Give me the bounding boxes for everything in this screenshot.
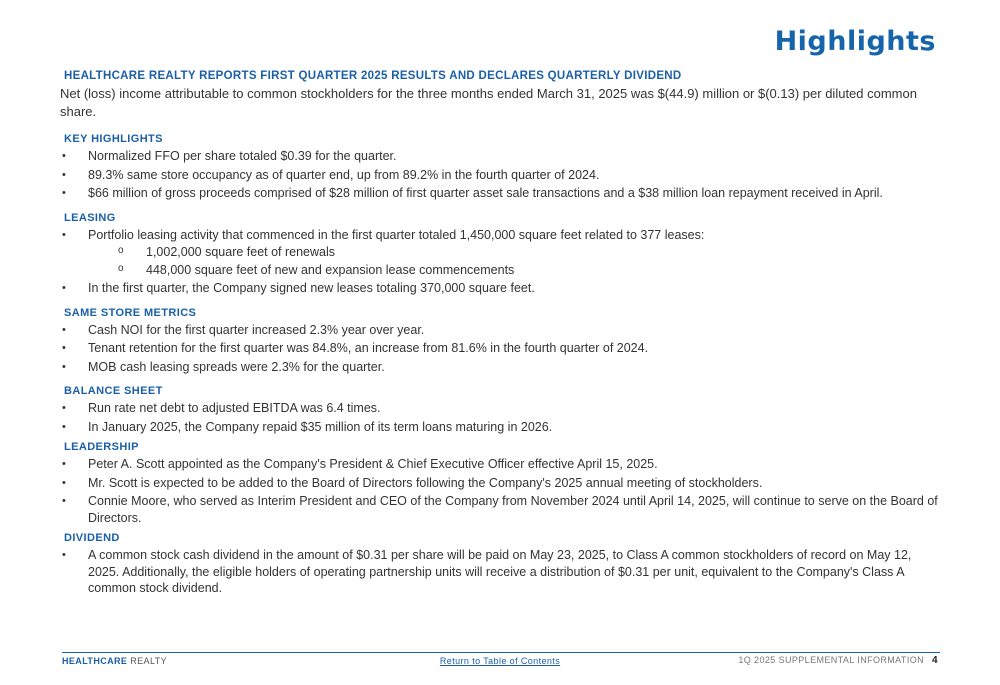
- list-item: • Connie Moore, who served as Interim President and CEO of the Company from November 2024 until April 14, 2025, will continue to serve on the Board of Directors.: [62, 493, 940, 526]
- list-item: • MOB cash leasing spreads were 2.3% for the quarter.: [62, 359, 940, 376]
- list-item: • $66 million of gross proceeds comprised of $28 million of first quarter asset sale transactions and a $38 million loan repayment received in April.: [62, 185, 940, 202]
- list-item: • Normalized FFO per share totaled $0.39 for the quarter.: [62, 148, 940, 165]
- dividend-list: [62, 547, 940, 597]
- footer-doc-info: [646, 655, 938, 666]
- list-item: • 89.3% same store occupancy as of quarter end, up from 89.2% in the fourth quarter of 2024.: [62, 167, 940, 184]
- list-item: • Tenant retention for the first quarter was 84.8%, an increase from 81.6% in the fourth quarter of 2024.: [62, 340, 940, 357]
- same-store-list: [62, 322, 940, 376]
- key-highlights-list: [62, 148, 940, 202]
- balance-sheet-list: [62, 400, 940, 435]
- sub-list-item: o 448,000 square feet of new and expansion lease commencements: [88, 262, 940, 279]
- page-footer: [62, 655, 938, 666]
- same-store-heading: SAME STORE METRICS: [64, 306, 197, 319]
- page-number: 4: [932, 655, 938, 666]
- list-item: • Mr. Scott is expected to be added to the Board of Directors following the Company's 2025 annual meeting of stockholders.: [62, 475, 940, 492]
- footer-brand: [62, 656, 354, 666]
- list-item: • Peter A. Scott appointed as the Company's President & Chief Executive Officer effective April 15, 2025.: [62, 456, 940, 473]
- leadership-list: [62, 456, 940, 526]
- list-item: [62, 227, 940, 279]
- intro-paragraph: Net (loss) income attributable to common stockholders for the three months ended March 31, 2025 was $(44.9) million or $(0.13) per diluted common share.: [60, 86, 917, 119]
- list-item-text: Portfolio leasing activity that commenced in the first quarter totaled 1,450,000 square feet related to 377 leases:: [88, 227, 705, 242]
- return-to-toc-link[interactable]: Return to Table of Contents: [439, 655, 561, 666]
- list-item: • A common stock cash dividend in the amount of $0.31 per share will be paid on May 23, 2025, to Class A common stockholders of record on May 12, 2025. Additionally, the eligible holders of operating partnership units will receive a distribution of $0.31 per unit, equivalent to the Company's Class A common stock dividend.: [62, 547, 940, 597]
- list-item: • Cash NOI for the first quarter increased 2.3% year over year.: [62, 322, 940, 339]
- leasing-list: [62, 227, 940, 297]
- footer-divider: [62, 652, 940, 653]
- dividend-heading: DIVIDEND: [64, 532, 120, 544]
- page-title: Highlights: [774, 26, 936, 57]
- list-item: • Run rate net debt to adjusted EBITDA was 6.4 times.: [62, 400, 940, 417]
- footer-brand-bold: HEALTHCARE: [62, 655, 128, 666]
- press-headline: HEALTHCARE REALTY REPORTS FIRST QUARTER 2025 RESULTS AND DECLARES QUARTERLY DIVIDEND: [64, 70, 682, 82]
- key-highlights-heading: KEY HIGHLIGHTS: [64, 133, 163, 145]
- leasing-sub-list: [88, 244, 940, 278]
- footer-brand-regular: REALTY: [127, 655, 167, 666]
- list-item: • In the first quarter, the Company signed new leases totaling 370,000 square feet.: [62, 280, 940, 297]
- sub-list-item: o 1,002,000 square feet of renewals: [88, 244, 940, 261]
- leadership-heading: LEADERSHIP: [64, 441, 139, 453]
- list-item: • In January 2025, the Company repaid $35 million of its term loans maturing in 2026.: [62, 419, 940, 436]
- leasing-heading: LEASING: [64, 211, 116, 224]
- balance-sheet-heading: BALANCE SHEET: [64, 385, 163, 397]
- footer-doc-label: 1Q 2025 SUPPLEMENTAL INFORMATION: [738, 655, 925, 665]
- highlights-content: [62, 70, 940, 607]
